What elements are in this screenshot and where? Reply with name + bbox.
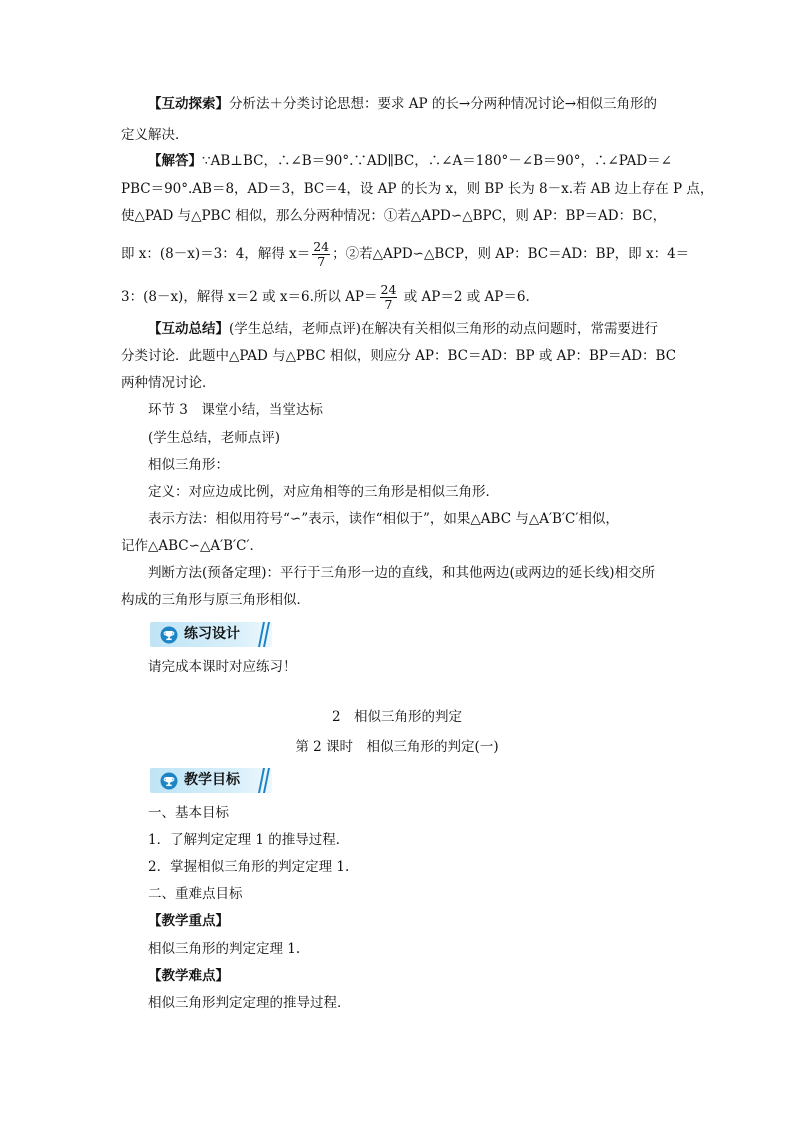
summary-tag: 【互动总结】 xyxy=(148,321,229,337)
fraction-24-7 xyxy=(312,240,330,269)
paragraph-summary-line2: 分类讨论．此题中△PAD 与△PBC 相似，则应分 AP：BC＝AD：BP 或 AP：BP＝AD：BC xyxy=(121,348,677,364)
chapter-title: 2 相似三角形的判定 xyxy=(331,709,463,725)
paragraph-answer-line3: 使△PAD 与△PBC 相似，那么分两种情况：①若△APD∽△BPC，则 AP：BP＝AD：BC， xyxy=(121,208,667,224)
teaching-focus-label: 【教学重点】 xyxy=(148,913,229,929)
goals-item-1: 1．了解判定定理 1 的推导过程． xyxy=(148,832,350,848)
paragraph-explore-line2: 定义解决． xyxy=(121,127,189,143)
banner-stripes-decoration xyxy=(256,768,270,793)
section3-judgement-1: 判断方法(预备定理)：平行于三角形一边的直线，和其他两边(或两边的延长线)相交所 xyxy=(148,565,656,581)
teaching-difficulty-text: 相似三角形判定定理的推导过程． xyxy=(148,995,351,1011)
section3-definition: 定义：对应边成比例，对应角相等的三角形是相似三角形． xyxy=(148,484,499,500)
goals-item-2: 2．掌握相似三角形的判定定理 1. xyxy=(148,859,350,875)
answer-text-4a: 即 x：(8－x)＝3：4，解得 x＝ xyxy=(121,246,311,262)
paragraph-summary-line1 xyxy=(148,320,658,338)
trophy-icon xyxy=(160,626,178,644)
explore-tag: 【互动探索】 xyxy=(148,96,229,112)
fraction-24-7-second xyxy=(380,283,398,312)
trophy-icon xyxy=(160,772,178,790)
teaching-focus-text: 相似三角形的判定定理 1. xyxy=(148,941,301,957)
banner-stripes-decoration xyxy=(256,622,270,647)
section3-heading: 相似三角形： xyxy=(148,457,229,473)
fraction-numerator: 24 xyxy=(380,282,397,297)
section3-judgement-2: 构成的三角形与原三角形相似． xyxy=(121,592,310,608)
section3-representation-2: 记作△ABC∽△A′B′C′． xyxy=(121,538,264,554)
section3-subtitle: (学生总结，老师点评) xyxy=(148,430,281,446)
answer-text-4b: ；②若△APD∽△BCP，则 AP：BC＝AD：BP，即 x：4＝ xyxy=(332,246,690,262)
teaching-difficulty-label: 【教学难点】 xyxy=(148,968,229,984)
section3-representation-1: 表示方法：相似用符号“∽”表示，读作“相似于”，如果△ABC 与△A′B′C′相似， xyxy=(148,511,619,527)
section3-title: 环节 3 课堂小结，当堂达标 xyxy=(148,402,323,418)
chapter-subtitle: 第 2 课时 相似三角形的判定(一) xyxy=(295,739,499,755)
goals-heading-basic: 一、基本目标 xyxy=(148,805,229,821)
paragraph-answer-line2: PBC＝90°.AB＝8，AD＝3，BC＝4，设 AP 的长为 x，则 BP 长为 8－x.若 AB 边上存在 P 点， xyxy=(121,181,714,197)
summary-text-1: (学生总结，老师点评)在解决有关相似三角形的动点问题时，常需要进行 xyxy=(229,321,659,337)
paragraph-answer-line4 xyxy=(121,240,689,269)
explore-text: 分析法＋分类讨论思想：要求 AP 的长→分两种情况讨论→相似三角形的 xyxy=(229,96,658,112)
answer-text-5b: 或 AP＝2 或 AP＝6. xyxy=(399,289,530,305)
practice-banner-label: 练习设计 xyxy=(184,626,240,642)
fraction-denominator: 7 xyxy=(317,254,326,269)
teaching-goals-banner-label: 教学目标 xyxy=(184,772,240,788)
paragraph-answer-line1 xyxy=(148,152,672,170)
paragraph-answer-line5 xyxy=(121,283,530,312)
paragraph-explore-line1 xyxy=(148,95,657,113)
goals-heading-key: 二、重难点目标 xyxy=(148,886,243,902)
paragraph-summary-line3: 两种情况讨论． xyxy=(121,375,216,391)
teaching-goals-banner xyxy=(150,768,272,793)
fraction-numerator: 24 xyxy=(313,239,330,254)
practice-banner xyxy=(150,622,272,647)
answer-text-1: ∵AB⊥BC，∴∠B＝90°.∵AD∥BC，∴∠A＝180°－∠B＝90°，∴∠PAD＝∠ xyxy=(202,153,672,169)
fraction-denominator: 7 xyxy=(384,297,393,312)
answer-text-5a: 3：(8－x)，解得 x＝2 或 x＝6.所以 AP＝ xyxy=(121,289,378,305)
practice-text: 请完成本课时对应练习！ xyxy=(148,659,297,675)
answer-tag: 【解答】 xyxy=(148,153,202,169)
